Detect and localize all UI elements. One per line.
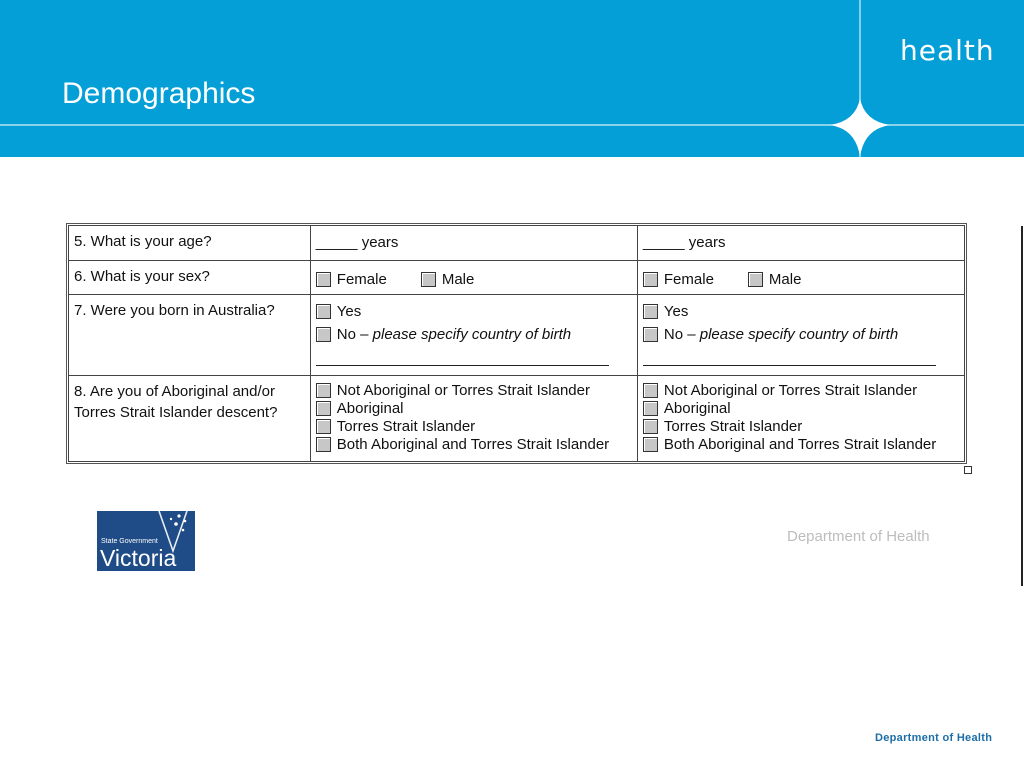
male-label: Male xyxy=(441,270,475,288)
table-row xyxy=(69,376,965,462)
male-label: Male xyxy=(768,270,802,288)
department-footer: Department of Health xyxy=(875,732,993,744)
aboriginal-checkbox[interactable] xyxy=(316,401,331,416)
table-row xyxy=(69,295,965,376)
no-specify-hint: please specify country of birth xyxy=(372,325,572,343)
descent-option-label: Not Aboriginal or Torres Strait Islander xyxy=(663,381,918,399)
age-blank[interactable]: _____ xyxy=(642,234,685,251)
descent-option-label: Torres Strait Islander xyxy=(336,417,476,435)
country-of-birth-line[interactable] xyxy=(316,364,609,366)
age-answer-cell-1 xyxy=(310,226,637,261)
table-row xyxy=(69,261,965,295)
no-label: No – xyxy=(336,325,373,343)
table-row xyxy=(69,226,965,261)
female-checkbox[interactable] xyxy=(643,272,658,287)
age-answer-cell-2 xyxy=(637,226,964,261)
both-checkbox[interactable] xyxy=(316,437,331,452)
female-label: Female xyxy=(663,270,714,288)
sex-answer-cell-1 xyxy=(310,261,637,295)
male-checkbox[interactable] xyxy=(421,272,436,287)
age-unit-label: years xyxy=(688,234,726,251)
no-label: No – xyxy=(663,325,700,343)
no-checkbox[interactable] xyxy=(316,327,331,342)
descent-answer-cell-1 xyxy=(310,376,637,462)
yes-label: Yes xyxy=(336,302,362,320)
born-answer-cell-2 xyxy=(637,295,964,376)
department-label: Department of Health xyxy=(787,528,930,545)
logo-line1: State Government xyxy=(101,538,158,545)
both-checkbox[interactable] xyxy=(643,437,658,452)
age-blank[interactable]: _____ xyxy=(315,234,358,251)
descent-answer-cell-2 xyxy=(637,376,964,462)
descent-option-label: Both Aboriginal and Torres Strait Islander xyxy=(663,435,937,453)
descent-option-label: Both Aboriginal and Torres Strait Islander xyxy=(336,435,610,453)
descent-option-label: Aboriginal xyxy=(663,399,731,417)
question-sex: 6. What is your sex? xyxy=(69,261,311,295)
state-government-victoria-logo xyxy=(97,511,195,571)
country-of-birth-line[interactable] xyxy=(643,364,936,366)
right-edge-rule xyxy=(1021,226,1023,586)
male-checkbox[interactable] xyxy=(748,272,763,287)
descent-option-label: Aboriginal xyxy=(336,399,404,417)
female-label: Female xyxy=(336,270,387,288)
descent-option-label: Not Aboriginal or Torres Strait Islander xyxy=(336,381,590,399)
no-checkbox[interactable] xyxy=(643,327,658,342)
demographics-form-table xyxy=(66,223,967,464)
sex-answer-cell-2 xyxy=(637,261,964,295)
yes-label: Yes xyxy=(663,302,689,320)
aboriginal-checkbox[interactable] xyxy=(643,401,658,416)
question-aboriginal-descent: 8. Are you of Aboriginal and/or Torres Strait Islander descent? xyxy=(69,376,311,462)
not-aboriginal-checkbox[interactable] xyxy=(316,383,331,398)
yes-checkbox[interactable] xyxy=(316,304,331,319)
star-sparkle-icon xyxy=(830,98,890,157)
question-age: 5. What is your age? xyxy=(69,226,311,261)
slide-title: Demographics xyxy=(62,77,256,110)
born-answer-cell-1 xyxy=(310,295,637,376)
torres-strait-checkbox[interactable] xyxy=(316,419,331,434)
descent-option-label: Torres Strait Islander xyxy=(663,417,803,435)
no-specify-hint: please specify country of birth xyxy=(699,325,899,343)
question-born-australia: 7. Were you born in Australia? xyxy=(69,295,311,376)
age-unit-label: years xyxy=(361,234,399,251)
yes-checkbox[interactable] xyxy=(643,304,658,319)
torres-strait-checkbox[interactable] xyxy=(643,419,658,434)
female-checkbox[interactable] xyxy=(316,272,331,287)
logo-line2: Victoria xyxy=(100,545,177,571)
resize-handle[interactable] xyxy=(964,466,972,474)
brand-health-wordmark: health xyxy=(900,34,995,67)
not-aboriginal-checkbox[interactable] xyxy=(643,383,658,398)
